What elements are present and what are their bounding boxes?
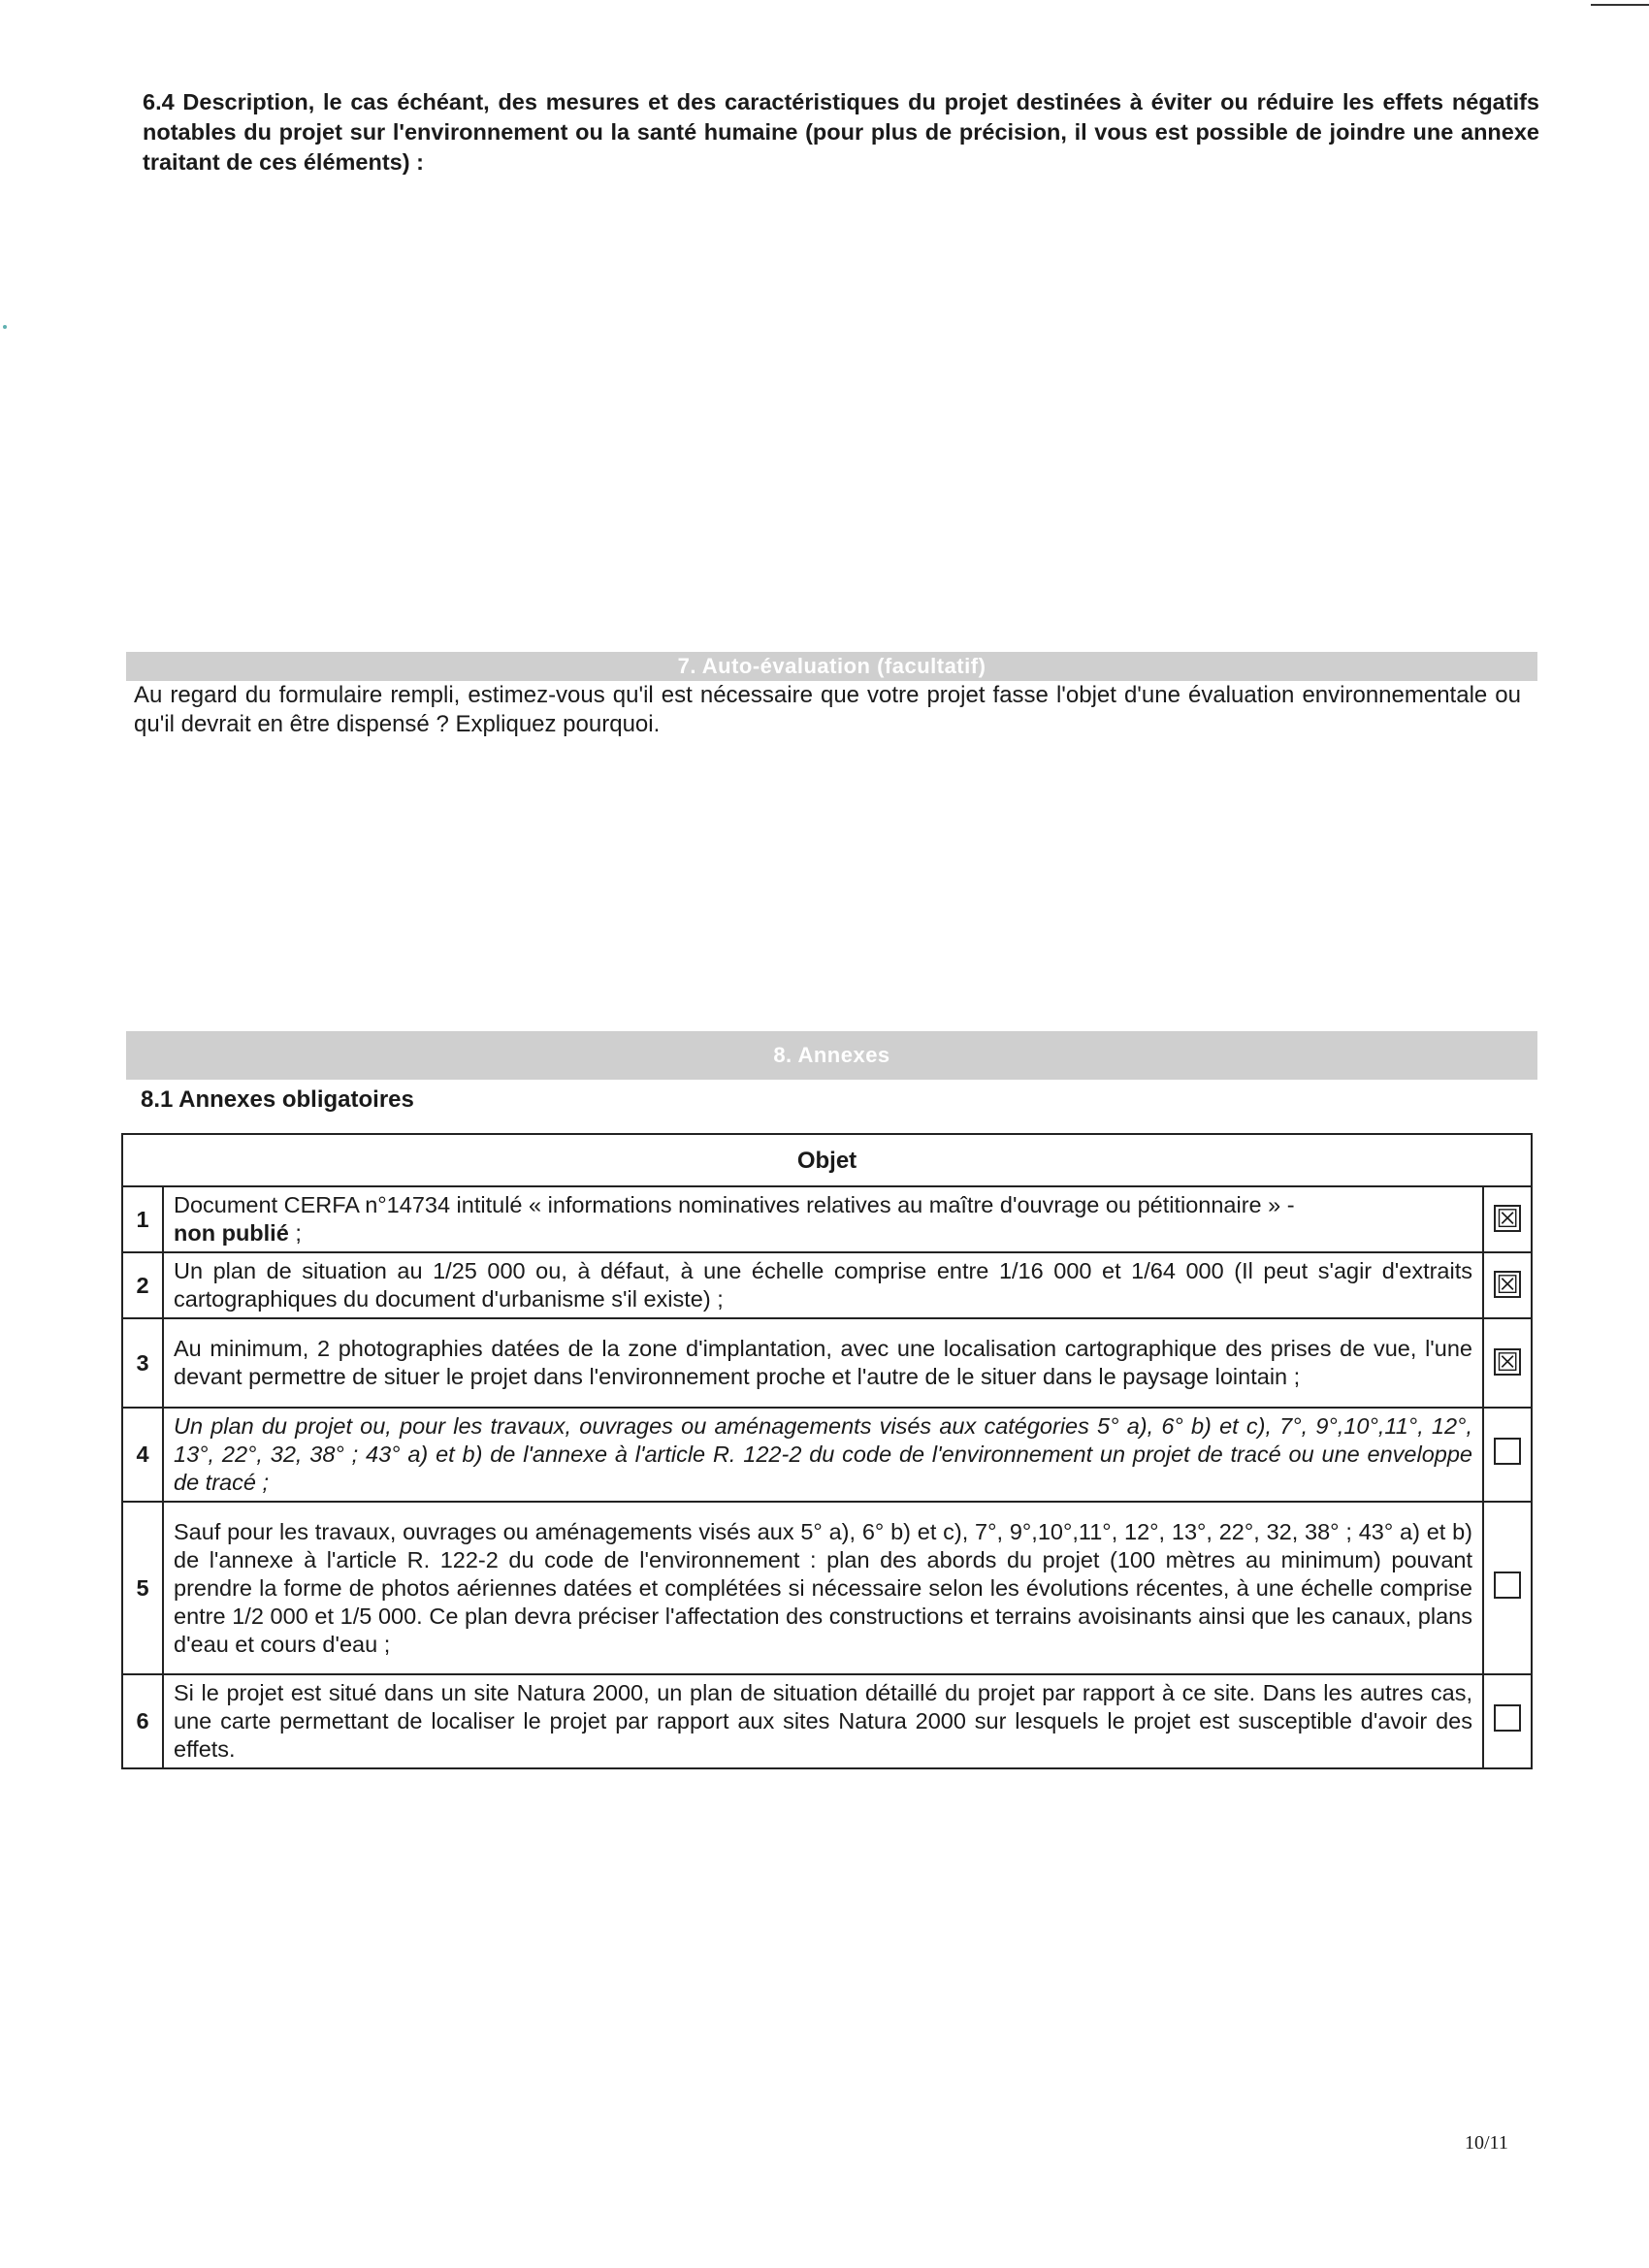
row-description: Un plan du projet ou, pour les travaux, ouvrages ou aménagements visés aux catégories 5° a), 6° b) et c), 7°, 9°,10°,11°, 12°, 13°, 22°, 32, 38° ; 43° a) et b) de l'annexe à l'article R. 122-2 du code de l'environnement un projet de tracé ou une enveloppe de tracé ; — [163, 1408, 1483, 1502]
page-number: 10/11 — [1465, 2132, 1508, 2154]
scan-speck — [3, 325, 7, 329]
section-8-title-band: 8. Annexes — [126, 1031, 1537, 1080]
row-checkbox-cell — [1483, 1318, 1532, 1408]
annex-6-checkbox[interactable] — [1494, 1704, 1521, 1732]
section-7-title-band: 7. Auto-évaluation (facultatif) — [126, 652, 1537, 681]
section-7-question: Au regard du formulaire rempli, estimez-vous qu'il est nécessaire que votre projet fasse l'objet d'une évaluation environnementale ou qu'il devrait en être dispensé ? Expliquez pourquoi. — [134, 682, 1521, 737]
section-8-1-subtitle: 8.1 Annexes obligatoires — [141, 1086, 414, 1113]
row-description: Sauf pour les travaux, ouvrages ou aménagements visés aux 5° a), 6° b) et c), 7°, 9°,10°,11°, 12°, 13°, 22°, 32, 38° ; 43° a) et b) de l'annexe à l'article R. 122-2 du code de l'environnement : plan des abords du projet (100 mètres au minimum) pouvant prendre la forme de photos aériennes datées et complétées si nécessaire selon les évolutions récentes, à une échelle comprise entre 1/2 000 et 1/5 000. Ce plan devra préciser l'affectation des constructions et terrains avoisinants ainsi que les canaux, plans d'eau et cours d'eau ; — [163, 1502, 1483, 1674]
row-description: Si le projet est situé dans un site Natura 2000, un plan de situation détaillé du projet par rapport à ce site. Dans les autres cas, une carte permettant de localiser le projet par rapport aux sites Natura 2000 sur lesquels le projet est susceptible d'avoir des effets. — [163, 1674, 1483, 1768]
row-number: 3 — [122, 1318, 163, 1408]
row-description — [163, 1186, 1483, 1252]
table-header-row — [122, 1134, 1532, 1186]
table-row — [122, 1408, 1532, 1502]
row-number: 4 — [122, 1408, 163, 1502]
table-row — [122, 1674, 1532, 1768]
row-checkbox-cell — [1483, 1502, 1532, 1674]
annex-3-checkbox[interactable]: ☒ — [1494, 1348, 1521, 1376]
row-number: 6 — [122, 1674, 163, 1768]
table-row — [122, 1252, 1532, 1318]
row-number: 5 — [122, 1502, 163, 1674]
scan-edge-mark — [1591, 4, 1649, 6]
row-description: Au minimum, 2 photographies datées de la zone d'implantation, avec une localisation cartographique des prises de vue, l'une devant permettre de situer le projet dans l'environnement proche et l'autre de le situer dans le paysage lointain ; — [163, 1318, 1483, 1408]
table-header-objet: Objet — [122, 1134, 1532, 1186]
annexes-table — [121, 1133, 1533, 1769]
annex-5-checkbox[interactable] — [1494, 1571, 1521, 1599]
annex-2-checkbox[interactable]: ☒ — [1494, 1271, 1521, 1298]
table-row — [122, 1318, 1532, 1408]
section-6-4-heading: 6.4 Description, le cas échéant, des mesures et des caractéristiques du projet destinées à éviter ou réduire les effets négatifs notables du projet sur l'environnement ou la santé humaine (pour plus de précision, il vous est possible de joindre une annexe traitant de ces éléments) : — [143, 89, 1539, 175]
row-checkbox-cell — [1483, 1252, 1532, 1318]
row-description: Un plan de situation au 1/25 000 ou, à défaut, à une échelle comprise entre 1/16 000 et 1/64 000 (Il peut s'agir d'extraits cartographiques du document d'urbanisme s'il existe) ; — [163, 1252, 1483, 1318]
row-checkbox-cell — [1483, 1186, 1532, 1252]
row-checkbox-cell — [1483, 1674, 1532, 1768]
row-checkbox-cell — [1483, 1408, 1532, 1502]
row-text: Document CERFA n°14734 intitulé « informations nominatives relatives au maître d'ouvrage ou pétitionnaire » - — [174, 1192, 1295, 1217]
row-bold-suffix: non publié — [174, 1220, 289, 1246]
annex-4-checkbox[interactable] — [1494, 1438, 1521, 1465]
row-number: 1 — [122, 1186, 163, 1252]
table-row — [122, 1502, 1532, 1674]
row-suffix: ; — [288, 1220, 302, 1246]
annex-1-checkbox[interactable]: ☒ — [1494, 1205, 1521, 1232]
row-number: 2 — [122, 1252, 163, 1318]
table-row — [122, 1186, 1532, 1252]
